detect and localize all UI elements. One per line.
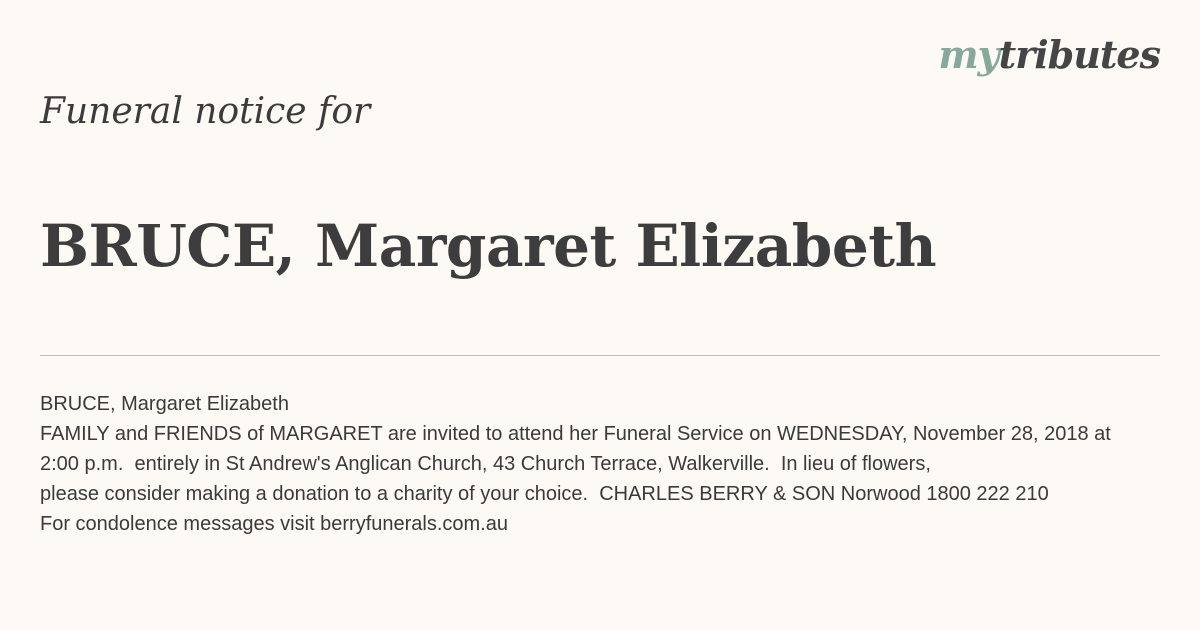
section-divider — [40, 355, 1160, 356]
notice-type-heading: Funeral notice for — [40, 91, 371, 132]
deceased-name-title: BRUCE, Margaret Elizabeth — [40, 212, 937, 280]
notice-line: FAMILY and FRIENDS of MARGARET are invited to attend her Funeral Service on WEDNESDAY, November 28, 2018 at — [40, 423, 1111, 445]
notice-line: please consider making a donation to a charity of your choice. CHARLES BERRY & SON Norwood 1800 222 210 — [40, 483, 1049, 505]
logo-my-text: my — [938, 32, 999, 77]
notice-line: For condolence messages visit berryfunerals.com.au — [40, 513, 508, 535]
logo-tributes-text: tributes — [998, 32, 1160, 77]
notice-line: 2:00 p.m. entirely in St Andrew's Anglican Church, 43 Church Terrace, Walkerville. In lieu of flowers, — [40, 453, 931, 475]
mytributes-logo[interactable] — [938, 32, 1160, 77]
notice-line: BRUCE, Margaret Elizabeth — [40, 393, 289, 415]
notice-body — [40, 389, 1160, 539]
